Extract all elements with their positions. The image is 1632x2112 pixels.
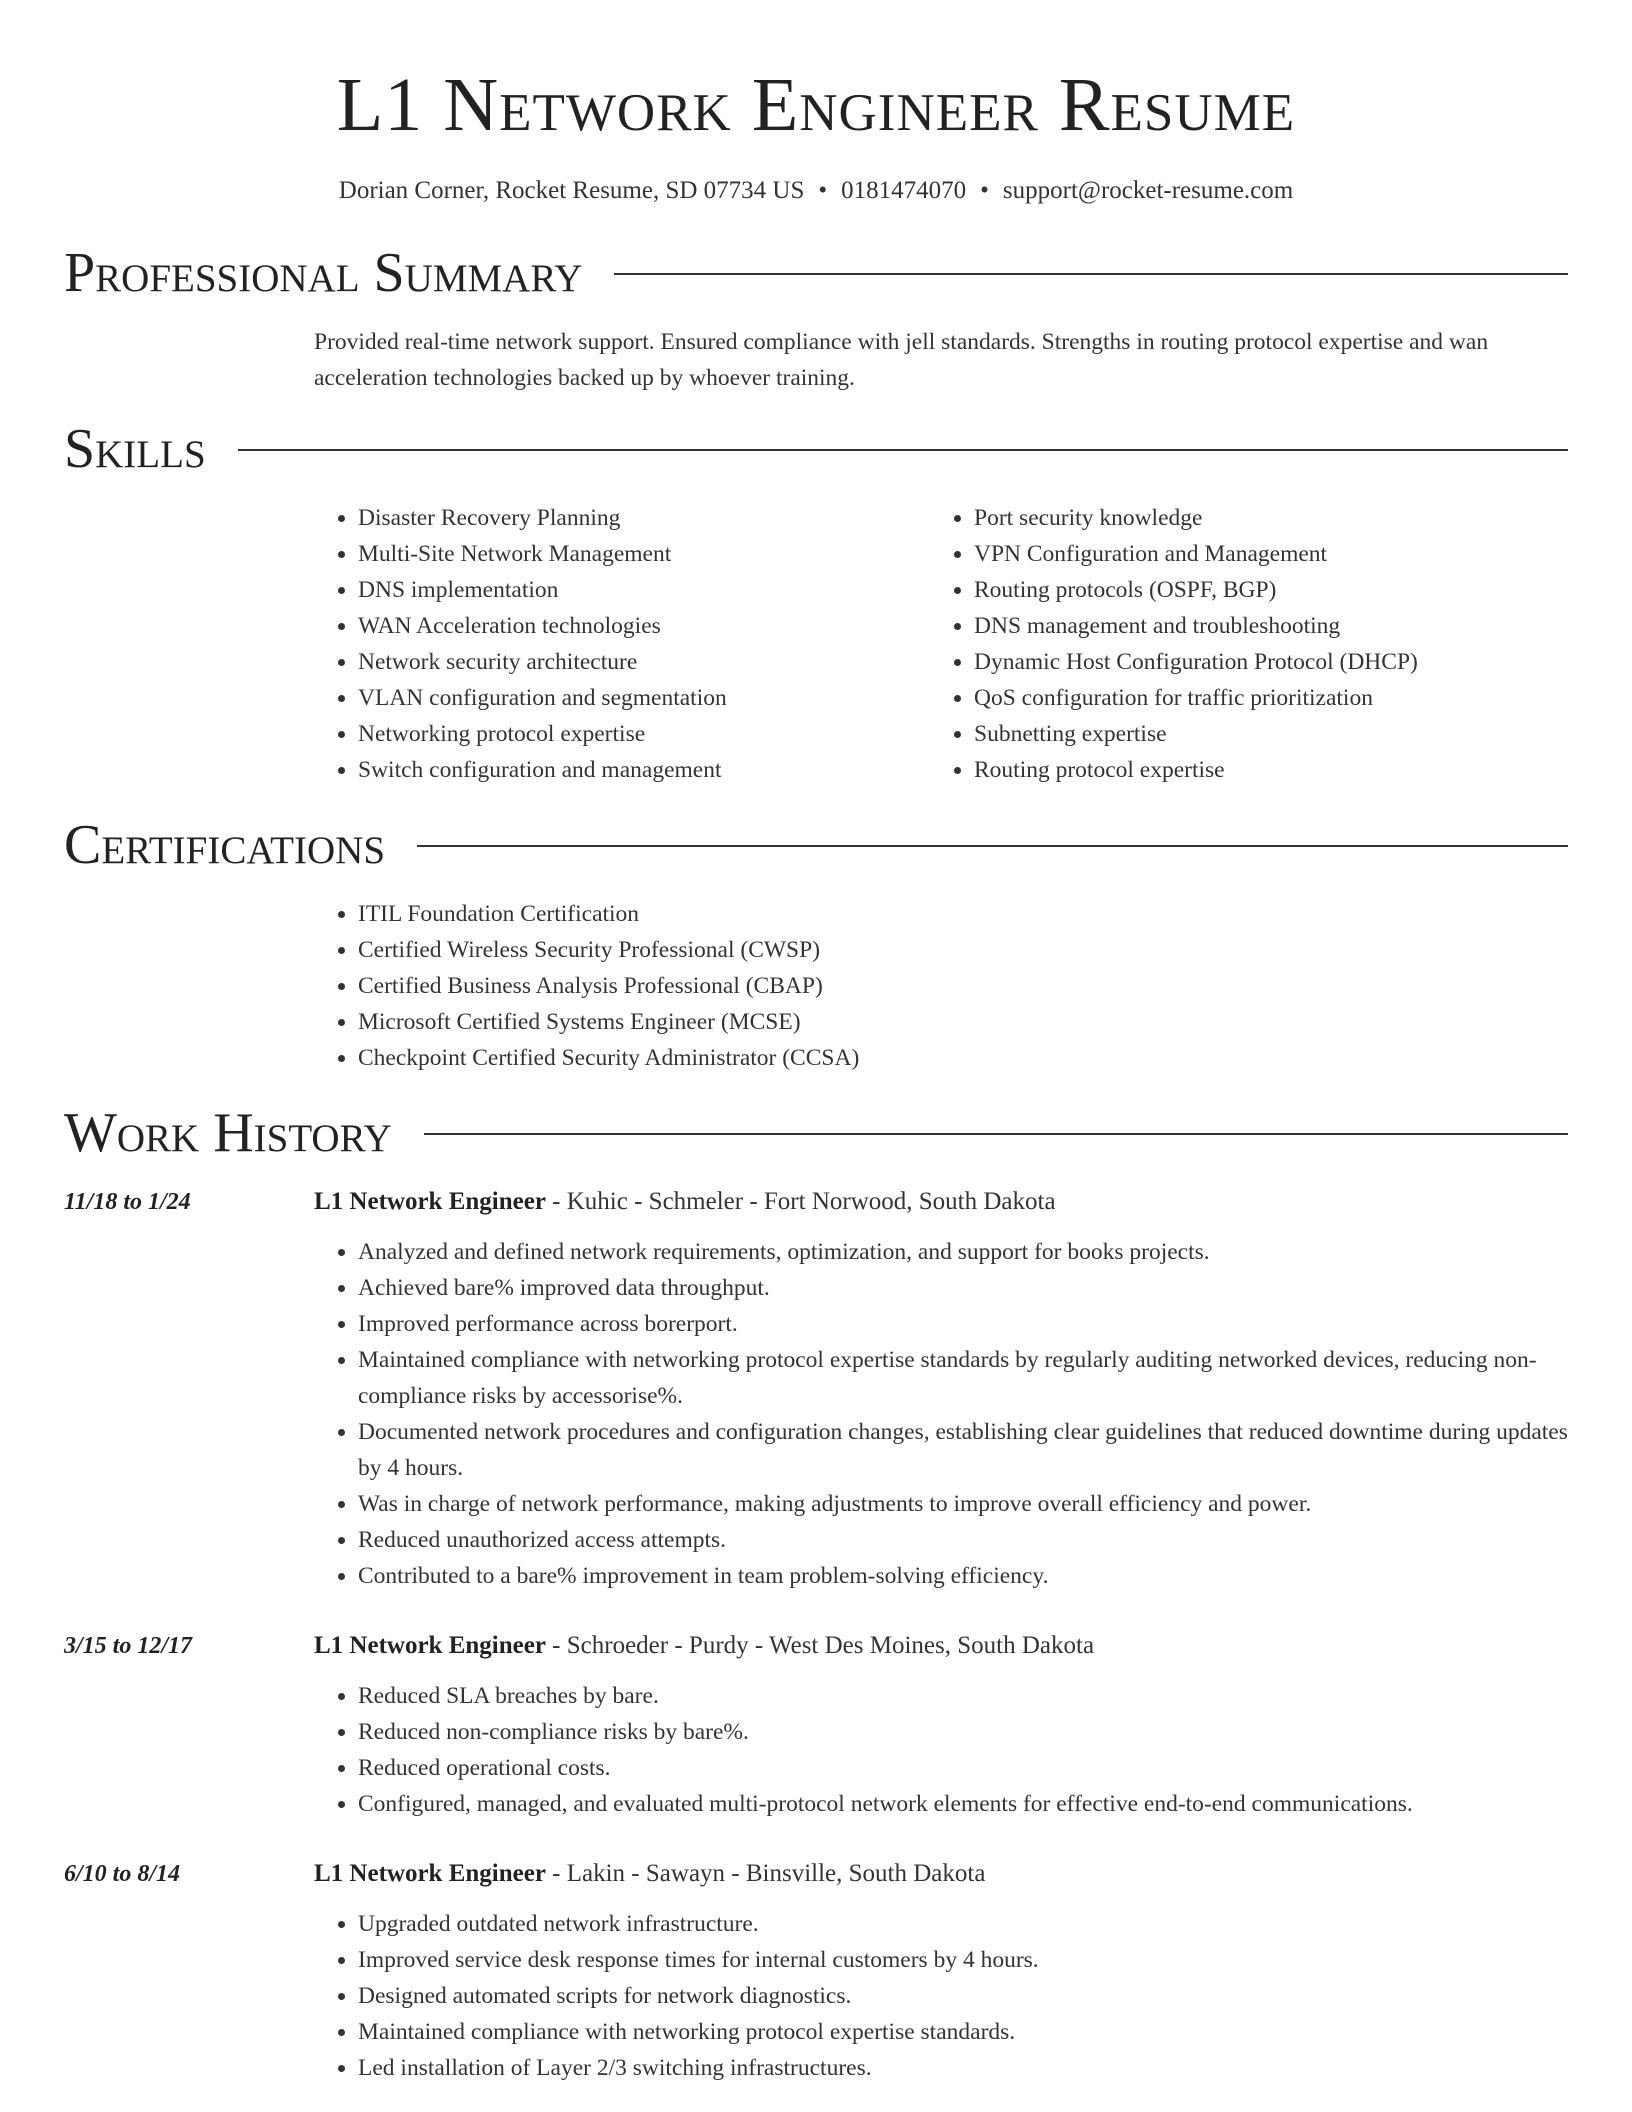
job-bullet: • Documented network procedures and configuration changes, establishing clear guidelines that reduced downtime during updates by 4 hours. — [358, 1414, 1568, 1486]
job-bullet: • Designed automated scripts for network diagnostics. — [358, 1978, 1568, 2014]
skill-item: • Dynamic Host Configuration Protocol (DHCP) — [974, 644, 1546, 680]
job-bullet: • Upgraded outdated network infrastructure. — [358, 1906, 1568, 1942]
job-bullet: • Configured, managed, and evaluated multi-protocol network elements for effective end-to-end communications. — [358, 1786, 1568, 1822]
job-bullet: • Reduced operational costs. — [358, 1750, 1568, 1786]
job-bullet: • Improved performance across borerport. — [358, 1306, 1568, 1342]
skills-grid — [314, 500, 1568, 788]
job-header — [64, 1628, 1568, 1664]
section-divider — [417, 845, 1568, 847]
skill-item: • Multi-Site Network Management — [358, 536, 930, 572]
certification-item: • Checkpoint Certified Security Administrator (CCSA) — [358, 1040, 1568, 1076]
job-header — [64, 1856, 1568, 1892]
job-title: L1 Network Engineer — [314, 1632, 546, 1659]
job-company: - Lakin - Sawayn - Binsville, South Dakota — [545, 1860, 986, 1887]
contact-separator: • — [818, 177, 828, 204]
summary-section-header — [64, 240, 1568, 306]
job-bullet-list — [314, 1678, 1568, 1822]
job-dates: 11/18 to 1/24 — [64, 1189, 191, 1215]
certification-item: • Certified Business Analysis Professional (CBAP) — [358, 968, 1568, 1004]
job-duties — [314, 1234, 1568, 1594]
certification-item: • Certified Wireless Security Professional (CWSP) — [358, 932, 1568, 968]
work-history-section-header — [64, 1100, 1568, 1166]
skill-item: • Network security architecture — [358, 644, 930, 680]
job-entry — [64, 1184, 1568, 1594]
job-duties — [314, 1906, 1568, 2086]
job-dates: 3/15 to 12/17 — [64, 1633, 193, 1659]
resume-title: L1 Network Engineer Resume — [336, 63, 1296, 147]
job-company: - Kuhic - Schmeler - Fort Norwood, South Dakota — [545, 1188, 1056, 1215]
skill-item: • VPN Configuration and Management — [974, 536, 1546, 572]
section-divider — [424, 1133, 1568, 1135]
job-bullet: • Led installation of Layer 2/3 switching infrastructures. — [358, 2050, 1568, 2086]
skills-section-header — [64, 416, 1568, 482]
job-bullet-list — [314, 1906, 1568, 2086]
skills-column-left — [314, 500, 930, 788]
certification-item: • ITIL Foundation Certification — [358, 896, 1568, 932]
skill-item: • Routing protocol expertise — [974, 752, 1546, 788]
job-duties — [314, 1678, 1568, 1822]
contact-email: support@rocket-resume.com — [1002, 177, 1294, 204]
skill-item: • DNS management and troubleshooting — [974, 608, 1546, 644]
skills-column-right — [930, 500, 1546, 788]
job-bullet: • Maintained compliance with networking protocol expertise standards. — [358, 2014, 1568, 2050]
resume-page — [64, 0, 1568, 2086]
job-bullet-list — [314, 1234, 1568, 1594]
certifications-section-header — [64, 812, 1568, 878]
job-dates: 6/10 to 8/14 — [64, 1861, 181, 1887]
job-header — [64, 1184, 1568, 1220]
section-divider — [614, 273, 1568, 275]
certifications-list — [314, 896, 1568, 1076]
job-bullet: • Reduced non-compliance risks by bare%. — [358, 1714, 1568, 1750]
job-company: - Schroeder - Purdy - West Des Moines, South Dakota — [545, 1632, 1095, 1659]
certifications-block — [314, 896, 1568, 1076]
job-bullet: • Contributed to a bare% improvement in team problem-solving efficiency. — [358, 1558, 1568, 1594]
job-bullet: • Improved service desk response times for internal customers by 4 hours. — [358, 1942, 1568, 1978]
job-bullet: • Was in charge of network performance, making adjustments to improve overall efficiency and power. — [358, 1486, 1568, 1522]
skill-item: • Switch configuration and management — [358, 752, 930, 788]
skill-item: • DNS implementation — [358, 572, 930, 608]
certification-item: • Microsoft Certified Systems Engineer (MCSE) — [358, 1004, 1568, 1040]
contact-line — [64, 174, 1568, 208]
work-history-heading: Work History — [64, 1102, 392, 1164]
job-title: L1 Network Engineer — [314, 1188, 546, 1215]
job-heading — [314, 1856, 985, 1892]
skills-heading: Skills — [64, 418, 206, 480]
skill-item: • QoS configuration for traffic prioritization — [974, 680, 1546, 716]
job-bullet: • Maintained compliance with networking protocol expertise standards by regularly auditing networked devices, reducing non-compliance risks by accessorise%. — [358, 1342, 1568, 1414]
summary-heading: Professional Summary — [64, 242, 583, 304]
skills-list-right — [930, 500, 1546, 788]
job-bullet: • Reduced SLA breaches by bare. — [358, 1678, 1568, 1714]
skill-item: • Subnetting expertise — [974, 716, 1546, 752]
skill-item: • VLAN configuration and segmentation — [358, 680, 930, 716]
job-entry — [64, 1628, 1568, 1822]
job-bullet: • Reduced unauthorized access attempts. — [358, 1522, 1568, 1558]
job-title: L1 Network Engineer — [314, 1860, 546, 1887]
skills-list-left — [314, 500, 930, 788]
skill-item: • Port security knowledge — [974, 500, 1546, 536]
job-bullet: • Achieved bare% improved data throughput. — [358, 1270, 1568, 1306]
certifications-heading: Certifications — [64, 814, 386, 876]
contact-separator: • — [980, 177, 989, 204]
skill-item: • WAN Acceleration technologies — [358, 608, 930, 644]
job-heading — [314, 1184, 1056, 1220]
job-entry — [64, 1856, 1568, 2086]
section-divider — [238, 449, 1568, 451]
skill-item: • Routing protocols (OSPF, BGP) — [974, 572, 1546, 608]
job-heading — [314, 1628, 1094, 1664]
skill-item: • Disaster Recovery Planning — [358, 500, 930, 536]
contact-phone: 0181474070 — [841, 177, 967, 204]
skill-item: • Networking protocol expertise — [358, 716, 930, 752]
summary-text: Provided real-time network support. Ensured compliance with jell standards. Strengths in routing protocol expertise and wan acceleration technologies backed up by whoever training. — [314, 329, 1489, 391]
job-bullet: • Analyzed and defined network requirements, optimization, and support for books projects. — [358, 1234, 1568, 1270]
contact-address: Dorian Corner, Rocket Resume, SD 07734 US — [338, 177, 805, 204]
